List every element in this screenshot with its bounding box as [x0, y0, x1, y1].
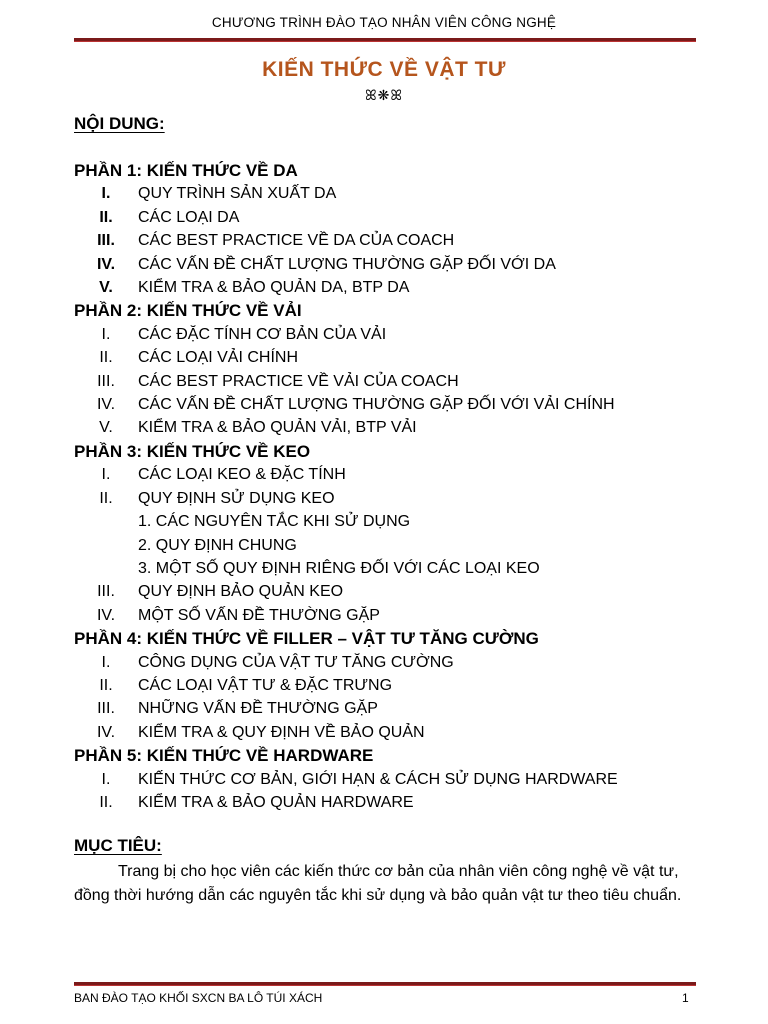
- item-text: CÁC ĐẶC TÍNH CƠ BẢN CỦA VẢI: [138, 325, 387, 343]
- list-item: [74, 721, 714, 744]
- item-text: QUY TRÌNH SẢN XUẤT DA: [138, 185, 337, 203]
- item-text: KIỂM TRA & BẢO QUẢN DA, BTP DA: [138, 279, 410, 297]
- item-text: CÁC VẤN ĐỀ CHẤT LƯỢNG THƯỜNG GẶP ĐỐI VỚI DA: [138, 255, 556, 273]
- item-number: III.: [97, 232, 115, 250]
- item-text: CÁC LOẠI VẬT TƯ & ĐẶC TRƯNG: [138, 676, 393, 694]
- item-number: I.: [101, 770, 111, 788]
- spacer: [74, 136, 714, 159]
- list-item: [74, 393, 714, 416]
- list-item: [74, 463, 714, 486]
- item-text: CÔNG DỤNG CỦA VẬT TƯ TĂNG CƯỜNG: [138, 653, 454, 671]
- item-number: III.: [97, 372, 115, 390]
- item-text: KIỂM TRA & BẢO QUẢN HARDWARE: [138, 793, 414, 811]
- list-item: [74, 206, 714, 229]
- item-text: CÁC VẤN ĐỀ CHẤT LƯỢNG THƯỜNG GẶP ĐỐI VỚI VẢI CHÍNH: [138, 396, 615, 414]
- item-text: CÁC LOẠI DA: [138, 208, 240, 226]
- section-title: PHẦN 4: KIẾN THỨC VỀ FILLER – VẬT TƯ TĂNG CƯỜNG: [74, 629, 539, 649]
- item-number: II.: [99, 489, 113, 507]
- item-number: I.: [101, 325, 111, 343]
- goal-paragraph: Trang bị cho học viên các kiến thức cơ bản của nhân viên công nghệ về vật tư, đồng thời hướng dẫn các nguyên tắc khi sử dụng và bảo quản vật tư theo tiêu chuẩn.: [74, 863, 682, 905]
- list-item: [74, 276, 714, 299]
- list-item: [74, 323, 714, 346]
- item-number: IV.: [96, 396, 116, 414]
- item-text: CÁC LOẠI VẢI CHÍNH: [138, 349, 299, 367]
- list-item: [74, 791, 714, 814]
- item-text: KIẾN THỨC CƠ BẢN, GIỚI HẠN & CÁCH SỬ DỤNG HARDWARE: [138, 770, 618, 788]
- section-title: PHẦN 5: KIẾN THỨC VỀ HARDWARE: [74, 746, 374, 766]
- list-item: [74, 370, 714, 393]
- list-item: [74, 768, 714, 791]
- item-text: CÁC LOẠI KEO & ĐẶC TÍNH: [138, 466, 346, 484]
- item-number: IV.: [96, 606, 116, 624]
- item-number: I.: [101, 466, 111, 484]
- item-text: NHỮNG VẤN ĐỀ THƯỜNG GẶP: [138, 700, 378, 718]
- goal-heading: MỤC TIÊU:: [74, 836, 162, 856]
- item-number: IV.: [96, 255, 116, 273]
- section-title: PHẦN 3: KIẾN THỨC VỀ KEO: [74, 441, 311, 461]
- item-text: KIỂM TRA & BẢO QUẢN VẢI, BTP VẢI: [138, 419, 417, 437]
- sub-list-item: 1. CÁC NGUYÊN TẮC KHI SỬ DỤNG: [138, 513, 411, 531]
- document-title: KIẾN THỨC VỀ VẬT TƯ: [262, 58, 506, 81]
- section-title: PHẦN 1: KIẾN THỨC VỀ DA: [74, 161, 298, 180]
- item-number: III.: [97, 700, 115, 718]
- page-number: 1: [682, 991, 689, 1005]
- sub-list-item: 2. QUY ĐỊNH CHUNG: [138, 536, 297, 554]
- list-item: [74, 604, 714, 627]
- item-text: CÁC BEST PRACTICE VỀ VẢI CỦA COACH: [138, 372, 459, 390]
- list-item: [74, 580, 714, 603]
- item-text: MỘT SỐ VẤN ĐỀ THƯỜNG GẶP: [138, 606, 380, 624]
- content-heading: NỘI DUNG:: [74, 114, 165, 133]
- list-item: [74, 182, 714, 205]
- item-text: QUY ĐỊNH BẢO QUẢN KEO: [138, 583, 344, 601]
- header-rule: [74, 38, 696, 42]
- header-text: CHƯƠNG TRÌNH ĐÀO TẠO NHÂN VIÊN CÔNG NGHỆ: [211, 15, 557, 30]
- list-item: [74, 229, 714, 252]
- list-item: [74, 416, 714, 439]
- section-title: PHẦN 2: KIẾN THỨC VỀ VẢI: [74, 301, 302, 321]
- footer-org-name: BAN ĐÀO TẠO KHỐI SXCN BA LÔ TÚI XÁCH: [74, 991, 323, 1005]
- list-item: [74, 253, 714, 276]
- list-item: [74, 651, 714, 674]
- item-number: II.: [99, 676, 113, 694]
- item-number: II.: [99, 349, 113, 367]
- item-number: IV.: [96, 723, 116, 741]
- item-text: QUY ĐỊNH SỬ DỤNG KEO: [138, 489, 335, 507]
- sub-list-item: 3. MỘT SỐ QUY ĐỊNH RIÊNG ĐỐI VỚI CÁC LOẠI KEO: [138, 559, 540, 577]
- list-item: [74, 697, 714, 720]
- list-item: [74, 674, 714, 697]
- item-number: II.: [99, 793, 113, 811]
- list-item: [74, 346, 714, 369]
- title-ornament: ꕤ❋ꕤ: [364, 87, 404, 103]
- item-number: I.: [101, 653, 111, 671]
- item-number: V.: [99, 419, 113, 437]
- item-number: V.: [99, 279, 113, 297]
- item-text: CÁC BEST PRACTICE VỀ DA CỦA COACH: [138, 232, 455, 250]
- item-text: KIỂM TRA & QUY ĐỊNH VỀ BẢO QUẢN: [138, 723, 425, 741]
- document-body: [74, 112, 714, 908]
- item-number: II.: [99, 208, 113, 226]
- item-number: III.: [97, 583, 115, 601]
- list-item: [74, 487, 714, 510]
- spacer: [74, 814, 714, 834]
- item-number: I.: [101, 185, 111, 203]
- footer-rule: [74, 982, 696, 986]
